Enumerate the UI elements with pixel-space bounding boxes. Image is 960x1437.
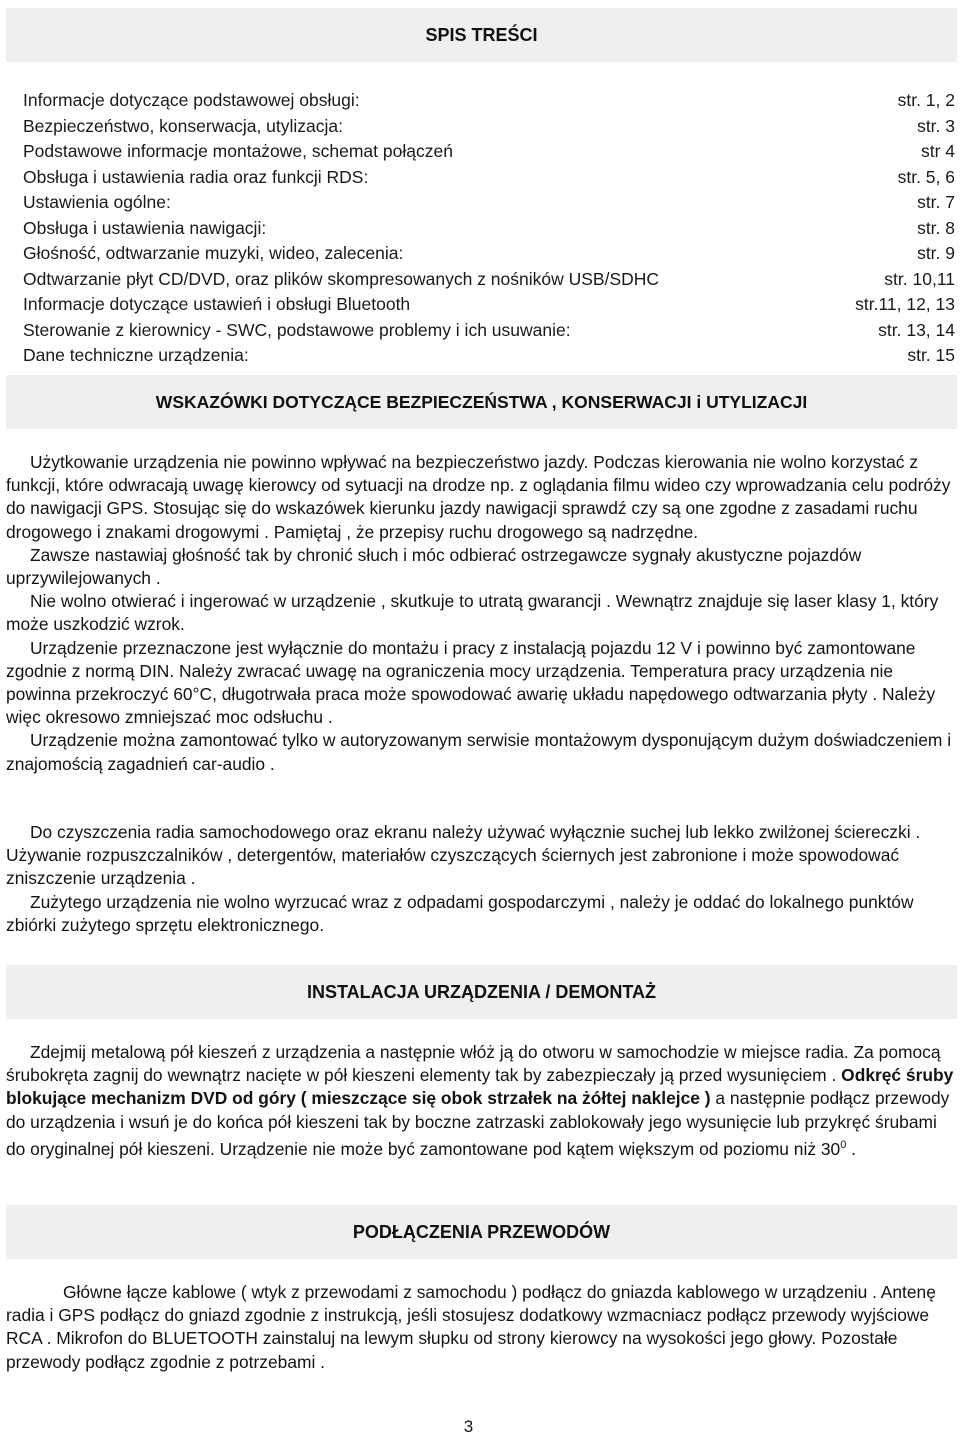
maintenance-section [6,821,957,937]
wiring-heading-band [6,1205,957,1259]
toc-title: SPIS TREŚCI [425,24,538,45]
toc-page: str. 3 [917,115,955,136]
toc-label: Informacje dotyczące podstawowej obsługi: [23,90,360,110]
toc-row [23,343,955,369]
maintenance-paragraph: Do czyszczenia radia samochodowego oraz ekranu należy używać wyłącznie suchej lub lekko zwilżonej ściereczki . Używanie rozpuszczalników , detergentów, materiałów czyszczących ściernych jest zabronione i może spowodować zniszczenie urządzenia . [6,822,921,889]
safety-paragraph: Urządzenie przeznaczone jest wyłącznie do montażu i pracy z instalacją pojazdu 12 V i powinno być zamontowane zgodnie z normą DIN. Należy zwracać uwagę na ograniczenia mocy urządzenia. Temperatura pracy urządzenia nie powinna przekroczyć 60°C, długotrwała praca może spowodować awarię układu napędowego odtwarzania płyty . Należy więc okresowo zmniejszać moc odsłuchu . [6,637,936,728]
toc-page: str. 9 [917,243,955,263]
toc-row [23,292,955,318]
wiring-section [6,1281,957,1374]
toc-row [23,114,955,140]
wiring-heading: PODŁĄCZENIA PRZEWODÓW [352,1221,611,1242]
safety-paragraph: Nie wolno otwierać i ingerować w urządzenie , skutkuje to utratą gwarancji . Wewnątrz znajduje się laser klasy 1, który może uszkodzić wzrok. [6,591,939,635]
install-text-end: a następnie podłącz przewody do urządzenia i wsuń je do końca pół kieszeni tak by boczne zatrzaski zablokowały jego wysunięcie lub przykręć śrubami do oryginalnej pół kieszeni. Urządzenie nie może być zamontowane pod kątem większym od poziomu niż 30 [6,1088,950,1159]
toc-row [23,190,955,216]
toc-page: str. 8 [917,217,955,238]
toc-label: Odtwarzanie płyt CD/DVD, oraz plików skompresowanych z nośników USB/SDHC [23,268,660,289]
table-of-contents [23,88,955,369]
safety-heading: WSKAZÓWKI DOTYCZĄCE BEZPIECZEŃSTWA , KONSERWACJI i UTYLIZACJI [155,391,808,412]
install-text-bold: Odkręć śruby blokujące mechanizm DVD od góry ( mieszczące się obok strzałek na żółtej naklejce ) [6,1065,954,1109]
safety-paragraph: Urządzenie można zamontować tylko w autoryzowanym serwisie montażowym dysponującym dużym doświadczeniem i znajomością zagadnień car-audio . [6,730,952,774]
toc-page: str. 5, 6 [897,166,955,187]
toc-title-band [6,8,957,62]
safety-heading-band [6,375,957,429]
toc-label: Głośność, odtwarzanie muzyki, wideo, zalecenia: [23,243,404,263]
toc-label: Podstawowe informacje montażowe, schemat połączeń [23,141,453,161]
disposal-paragraph: Zużytego urządzenia nie wolno wyrzucać wraz z odpadami gospodarczymi , należy je oddać do lokalnego punktów zbiórki zużytego sprzętu elektronicznego. [6,891,914,935]
toc-label: Dane techniczne urządzenia: [23,345,249,365]
degree-superscript: 0 [840,1138,847,1151]
toc-page: str.11, 12, 13 [855,294,955,314]
page-number: 3 [463,1417,474,1436]
toc-row [23,88,955,114]
install-section [6,1041,957,1161]
install-paragraph [6,1041,957,1161]
toc-row [23,165,955,191]
install-text-tail: . [846,1138,857,1159]
safety-section [6,451,957,776]
wiring-paragraph: Główne łącze kablowe ( wtyk z przewodami z samochodu ) podłącz do gniazda kablowego w urządzeniu . Antenę radia i GPS podłącz do gniazd zgodnie z instrukcją, jeśli stosujesz dodatkowy wzmacniacz podłącz przewody wyjściowe RCA . Mikrofon do BLUETOOTH zainstaluj na lewym słupku od strony kierowcy na wysokości jego głowy. Pozostałe przewody podłącz zgodnie z potrzebami . [6,1282,936,1372]
toc-label: Bezpieczeństwo, konserwacja, utylizacja: [23,115,344,136]
toc-row [23,267,955,293]
toc-row [23,318,955,344]
toc-label: Obsługa i ustawienia radia oraz funkcji RDS: [23,166,369,187]
install-text-start: Zdejmij metalową pół kieszeń z urządzenia a następnie włóż ją do otworu w samochodzie w miejsce radia. Za pomocą śrubokręta zagnij do wewnątrz nacięte w pół kieszeni elementy tak by zabezpieczały ją przed wysunięciem . [6,1042,941,1086]
install-heading: INSTALACJA URZĄDZENIA / DEMONTAŻ [307,981,656,1002]
toc-row [23,241,955,267]
toc-page: str. 1, 2 [897,90,955,110]
toc-label: Informacje dotyczące ustawień i obsługi Bluetooth [23,294,411,314]
toc-page: str. 7 [917,192,955,212]
toc-page: str 4 [920,141,955,161]
toc-page: str. 13, 14 [878,319,955,340]
toc-label: Obsługa i ustawienia nawigacji: [23,217,267,238]
toc-label: Ustawienia ogólne: [23,192,171,212]
toc-row [23,216,955,242]
toc-label: Sterowanie z kierownicy - SWC, podstawowe problemy i ich usuwanie: [23,319,571,340]
safety-paragraph: Użytkowanie urządzenia nie powinno wpływać na bezpieczeństwo jazdy. Podczas kierowania nie wolno korzystać z funkcji, które odwracają uwagę kierowcy od sytuacji na drodze np. z oglądania filmu wideo czy wprowadzania celu podróży do nawigacji GPS. Stosując się do wskazówek kierunku jazdy nawigacji sprawdź czy są one zgodne z zasadami ruchu drogowego i znakami drogowymi . Pamiętaj , że przepisy ruchu drogowego są nadrzędne. [6,452,951,542]
install-heading-band [6,965,957,1019]
toc-row [23,139,955,165]
toc-page: str. 15 [907,345,955,365]
safety-paragraph: Zawsze nastawiaj głośność tak by chronić słuch i móc odbierać ostrzegawcze sygnały akustyczne pojazdów uprzywilejowanych . [6,544,862,589]
toc-page: str. 10,11 [884,268,955,289]
